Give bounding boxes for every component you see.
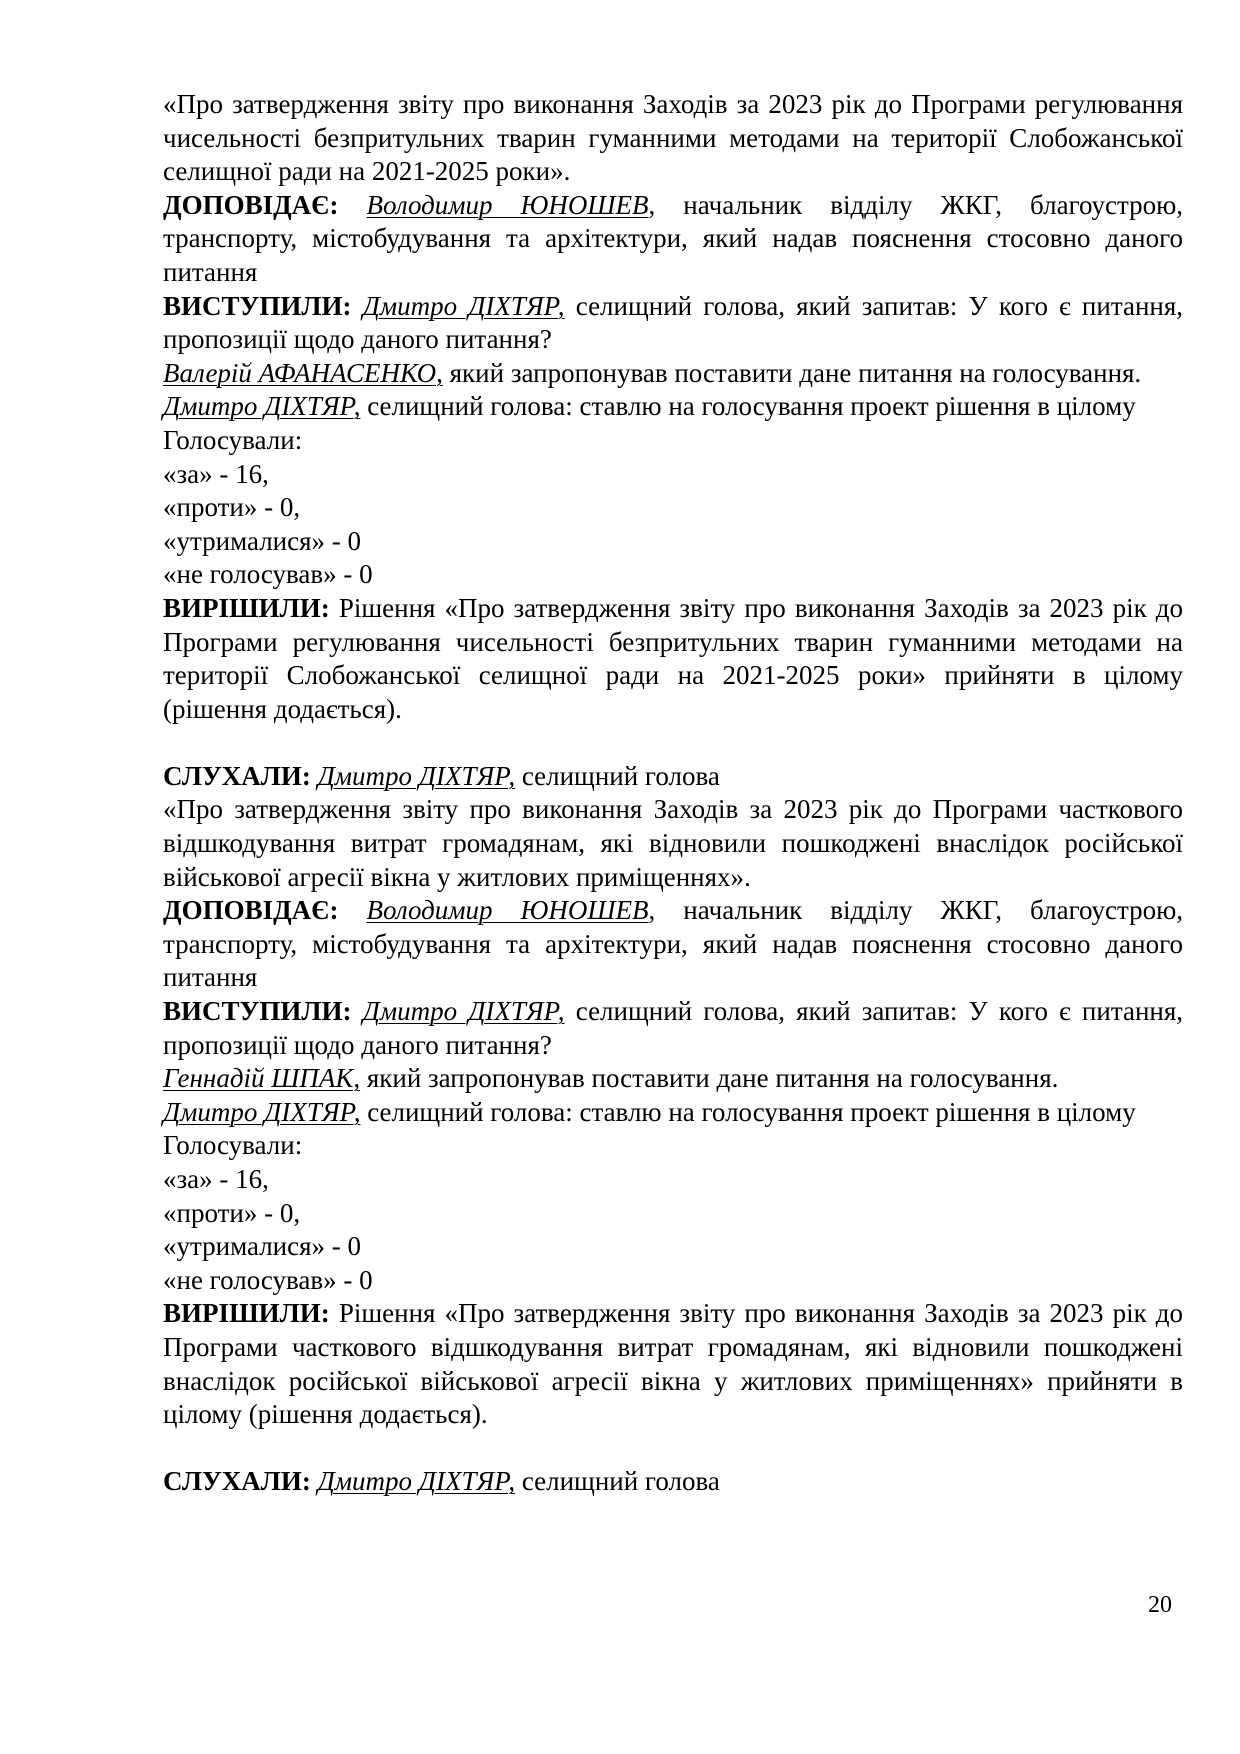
heard-label: СЛУХАЛИ: xyxy=(163,1466,311,1497)
voting-results xyxy=(163,424,1183,592)
decision-paragraph xyxy=(163,1297,1183,1431)
chair-paragraph xyxy=(163,1096,1183,1130)
chair-paragraph xyxy=(163,390,1183,424)
vote-abstained: «утрималися» - 0 xyxy=(163,1231,362,1262)
agenda-item-2 xyxy=(163,760,1183,1432)
vote-abstained: «утрималися» - 0 xyxy=(163,525,362,556)
heard-text: селищний голова xyxy=(515,1466,720,1497)
reporter-paragraph xyxy=(163,189,1183,290)
reporter-label: ДОПОВІДАЄ: xyxy=(163,189,339,220)
vote-not-voted: «не голосував» - 0 xyxy=(163,559,373,590)
proposer-text: який запропонував поставити дане питання на голосування. xyxy=(360,1063,1059,1094)
voting-results xyxy=(163,1129,1183,1297)
proposer-name: Геннадій ШПАК, xyxy=(163,1063,361,1094)
agenda-item-1 xyxy=(163,88,1183,726)
chair-text: селищний голова: ставлю на голосування проект рішення в цілому xyxy=(360,391,1136,422)
page-number: 20 xyxy=(1148,1592,1172,1618)
section-spacer xyxy=(163,726,1183,760)
speakers-label: ВИСТУПИЛИ: xyxy=(163,996,352,1027)
speaker-name: Дмитро ДІХТЯР, xyxy=(362,290,565,321)
document-page xyxy=(163,88,1183,1499)
heard-paragraph xyxy=(163,1465,1183,1499)
section-spacer xyxy=(163,1432,1183,1466)
speaker-name: Дмитро ДІХТЯР, xyxy=(362,996,565,1027)
speaker-text: селищний голова, який запитав: У кого є питання, пропозиції щодо даного питання? xyxy=(163,996,1184,1060)
decision-paragraph xyxy=(163,592,1183,726)
reporter-text: , начальник відділу ЖКГ, благоустрою, транспорту, містобудування та архітектури, який надав пояснення стосовно даного питання xyxy=(163,895,1183,993)
vote-against: «проти» - 0, xyxy=(163,1197,301,1228)
reporter-text: , начальник відділу ЖКГ, благоустрою, транспорту, містобудування та архітектури, який надав пояснення стосовно даного питання xyxy=(163,189,1183,287)
heard-text: селищний голова xyxy=(515,760,720,791)
reporter-name: Володимир ЮНОШЕВ xyxy=(366,895,649,926)
proposer-name: Валерій АФАНАСЕНКО, xyxy=(163,357,443,388)
decision-text: Рішення «Про затвердження звіту про виконання Заходів за 2023 рік до Програми регулювання чисельності безпритульних тварин гуманними методами на території Слобожанської селищної ради на 2021-2025 роки» прийняти в цілому (рішення додається). xyxy=(163,592,1183,724)
voting-label: Голосували: xyxy=(163,1130,303,1161)
chair-name: Дмитро ДІХТЯР, xyxy=(163,391,361,422)
chair-text: селищний голова: ставлю на голосування проект рішення в цілому xyxy=(360,1096,1136,1127)
proposer-paragraph xyxy=(163,1062,1183,1096)
speaker-text: селищний голова, який запитав: У кого є питання, пропозиції щодо даного питання? xyxy=(163,290,1184,355)
vote-for: «за» - 16, xyxy=(163,458,269,489)
speakers-paragraph xyxy=(163,995,1183,1062)
item-title: «Про затвердження звіту про виконання Заходів за 2023 рік до Програми регулювання чисельності безпритульних тварин гуманними методами на території Слобожанської селищної ради на 2021-2025 роки». xyxy=(163,89,1183,187)
heard-paragraph xyxy=(163,760,1183,794)
reporter-name: Володимир ЮНОШЕВ xyxy=(366,189,649,220)
item-title: «Про затвердження звіту про виконання Заходів за 2023 рік до Програми часткового відшкодування витрат громадянам, які відновили пошкоджені внаслідок російської військової агресії вікна у житлових приміщеннях». xyxy=(163,794,1183,892)
reporter-label: ДОПОВІДАЄ: xyxy=(163,895,339,926)
decision-label: ВИРІШИЛИ: xyxy=(163,592,330,623)
speakers-label: ВИСТУПИЛИ: xyxy=(163,290,352,321)
vote-for: «за» - 16, xyxy=(163,1164,269,1194)
chair-name: Дмитро ДІХТЯР, xyxy=(163,1096,361,1127)
voting-label: Голосували: xyxy=(163,424,303,455)
proposer-paragraph xyxy=(163,357,1183,391)
proposer-text: який запропонував поставити дане питання на голосування. xyxy=(442,357,1142,388)
agenda-item-3 xyxy=(163,1465,1183,1499)
reporter-paragraph xyxy=(163,894,1183,995)
vote-not-voted: «не голосував» - 0 xyxy=(163,1264,373,1295)
heard-label: СЛУХАЛИ: xyxy=(163,760,311,791)
vote-against: «проти» - 0, xyxy=(163,492,301,523)
heard-name: Дмитро ДІХТЯР, xyxy=(317,1466,516,1497)
decision-label: ВИРІШИЛИ: xyxy=(163,1298,330,1329)
decision-text: Рішення «Про затвердження звіту про виконання Заходів за 2023 рік до Програми часткового відшкодування витрат громадянам, які відновили пошкоджені внаслідок російської військової агресії вікна у житлових приміщеннях» прийняти в цілому (рішення додається). xyxy=(163,1298,1183,1430)
heard-name: Дмитро ДІХТЯР, xyxy=(317,760,516,791)
speakers-paragraph xyxy=(163,290,1183,357)
